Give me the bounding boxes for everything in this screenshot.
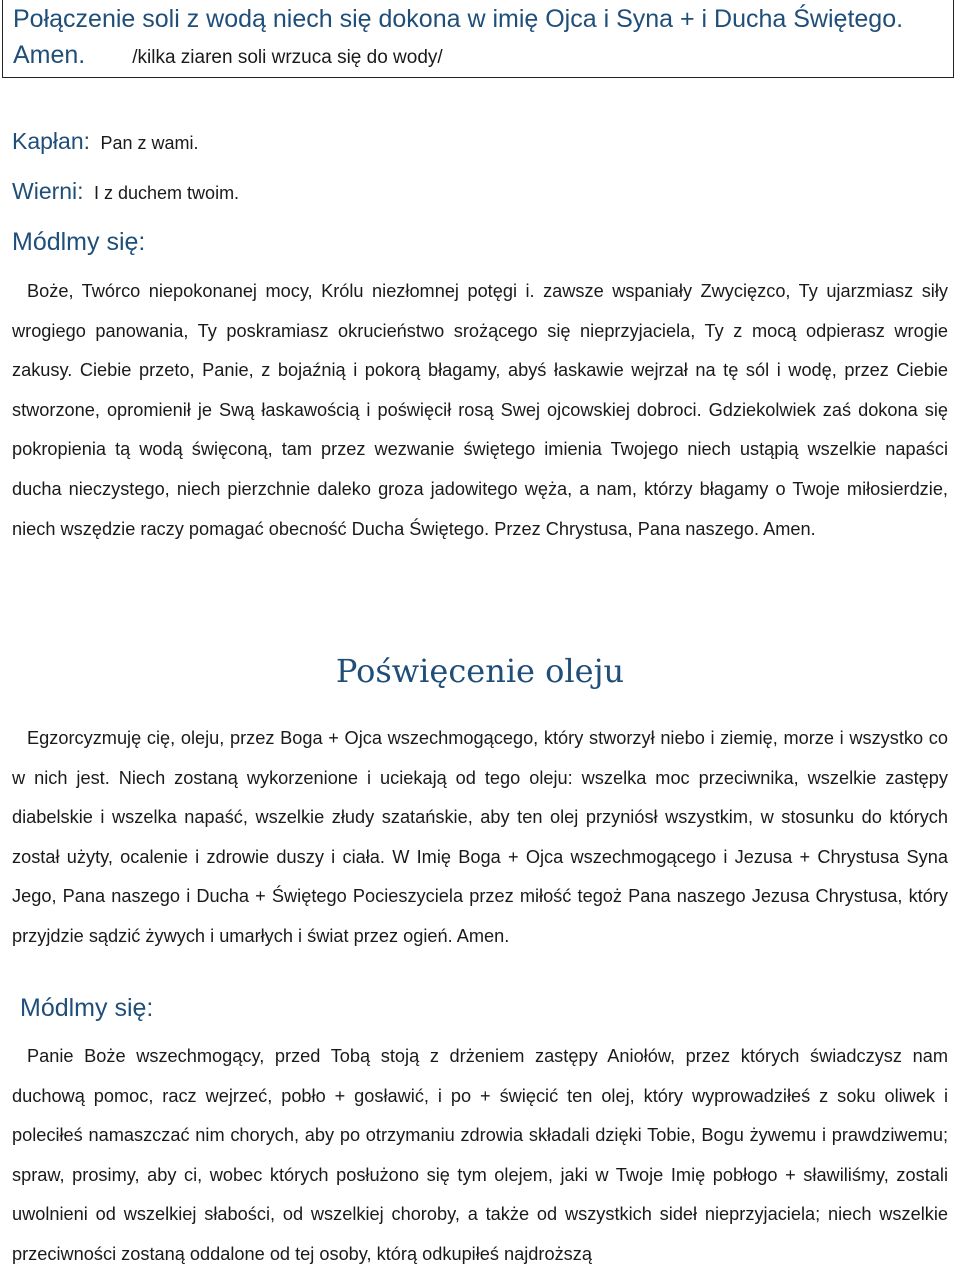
dialog-priest-text: Pan z wami.: [100, 133, 199, 153]
section-title-oil: Poświęcenie oleju: [335, 652, 625, 690]
prayer-heading-1: Módlmy się:: [12, 228, 146, 256]
salt-blessing-line2: [13, 41, 443, 70]
prayer-paragraph-1: Boże, Twórco niepokonanej mocy, Królu niezłomnej potęgi i. zawsze wspaniały Zwycięzco, Ty ujarzmiasz siły wrogiego panowania, Ty poskramiasz okrucieństwo srożącego się nieprzyjaciela, Ty z mocą odpierasz wrogie zakusy. Ciebie przeto, Panie, z bojaźnią i pokorą błagamy, abyś łaskawie wejrzał na tę sól i wodę, przez Ciebie stworzone, opromienił je Swą łaskawością i poświęcił rosą Swej ojcowskiej dobroci. Gdziekolwiek zaś dokona się pokropienia tą wodą święconą, tam przez wezwanie świętego imienia Twojego niech ustąpią wszelkie napaści ducha nieczystego, niech pierzchnie daleko groza jadowitego węża, a nam, którzy błagamy o Twoje miłosierdzie, niech wszędzie raczy pomagać obecność Ducha Świętego. Przez Chrystusa, Pana naszego. Amen.: [12, 281, 948, 539]
prayer-heading-2: Módlmy się:: [20, 994, 154, 1022]
prayer-paragraph-2: Panie Boże wszechmogący, przed Tobą stoją z drżeniem zastępy Aniołów, przez których świadczysz nam duchową pomoc, racz wejrzeć, pobło + gosławić, i po + święcić ten olej, który wyprowadziłeś z soku oliwek i poleciłeś namaszczać nim chorych, aby po otrzymaniu zdrowia składali dzięki Tobie, Bogu żywemu i prawdziwemu; spraw, prosimy, aby ci, wobec których posłużono się tym olejem, jaki w Twoje Imię pobłogo + sławiliśmy, zostali uwolnieni od wszelkiej słabości, od wszelkiej choroby, a także od wszystkich sideł nieprzyjaciela; niech wszelkie przeciwności zostaną oddalone od tej osoby, którą odkupiłeś najdroższą: [12, 1046, 948, 1264]
dialog-faithful-label: Wierni:: [12, 178, 84, 204]
dialog-priest-label: Kapłan:: [12, 128, 91, 154]
salt-blessing-rubric: /kilka ziaren soli wrzuca się do wody/: [132, 47, 443, 68]
salt-blessing-box: [2, 0, 954, 78]
dialog-faithful-text: I z duchem twoim.: [94, 183, 240, 203]
salt-blessing-amen: Amen.: [13, 41, 86, 69]
dialog-faithful: [12, 178, 239, 205]
dialog-priest: [12, 128, 199, 155]
exorcism-paragraph: Egzorcyzmuję cię, oleju, przez Boga + Ojca wszechmogącego, który stworzył niebo i ziemię, morze i wszystko co w nich jest. Niech zostaną wykorzenione i uciekają od tego oleju: wszelka moc przeciwnika, wszelkie zastępy diabelskie i wszelka napaść, wszelkie złudy szatańskie, aby ten olej przyniósł wszystkim, w stosunku do których został użyty, ocalenie i zdrowie duszy i ciała. W Imię Boga + Ojca wszechmogącego i Jezusa + Chrystusa Syna Jego, Pana naszego i Ducha + Świętego Pocieszyciela przez miłość tegoż Pana naszego Jezusa Chrystusa, który przyjdzie sądzić żywych i umarłych i świat przez ogień. Amen.: [12, 728, 948, 946]
salt-blessing-line1: Połączenie soli z wodą niech się dokona w imię Ojca i Syna + i Ducha Świętego.: [13, 5, 904, 33]
